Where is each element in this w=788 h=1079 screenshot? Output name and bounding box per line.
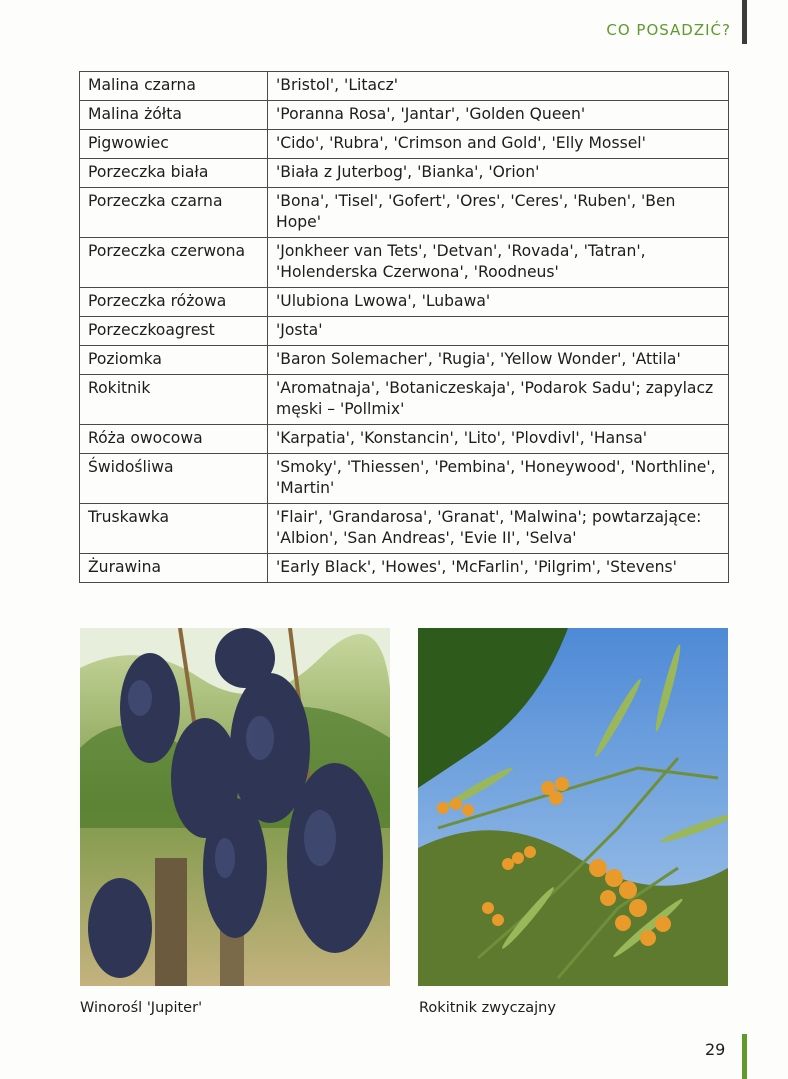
bottom-edge-bar xyxy=(742,1034,747,1079)
table-row xyxy=(80,346,729,375)
top-edge-bar xyxy=(742,0,747,44)
varieties-cell: 'Biała z Juterbog', 'Bianka', 'Orion' xyxy=(268,159,729,188)
plant-name-cell: Truskawka xyxy=(80,504,268,554)
varieties-cell: 'Bona', 'Tisel', 'Gofert', 'Ores', 'Ceres', 'Ruben', 'Ben Hope' xyxy=(268,188,729,238)
table-row xyxy=(80,159,729,188)
plant-name-cell: Malina żółta xyxy=(80,101,268,130)
sea-buckthorn-photo xyxy=(418,628,728,986)
plant-name-cell: Porzeczka czarna xyxy=(80,188,268,238)
plant-name-cell: Rokitnik xyxy=(80,375,268,425)
table-row xyxy=(80,130,729,159)
varieties-cell: 'Early Black', 'Howes', 'McFarlin', 'Pilgrim', 'Stevens' xyxy=(268,554,729,583)
varieties-cell: 'Aromatnaja', 'Botaniczeskaja', 'Podarok Sadu'; zapylacz męski – 'Pollmix' xyxy=(268,375,729,425)
varieties-cell: 'Bristol', 'Litacz' xyxy=(268,72,729,101)
table-row xyxy=(80,454,729,504)
varieties-cell: 'Cido', 'Rubra', 'Crimson and Gold', 'Elly Mossel' xyxy=(268,130,729,159)
plant-name-cell: Porzeczkoagrest xyxy=(80,317,268,346)
table-row xyxy=(80,375,729,425)
table-row xyxy=(80,72,729,101)
plant-name-cell: Żurawina xyxy=(80,554,268,583)
grape-photo xyxy=(80,628,390,986)
table-row xyxy=(80,317,729,346)
grape-photo-caption: Winorośl 'Jupiter' xyxy=(80,1000,203,1016)
table-row xyxy=(80,425,729,454)
table-row xyxy=(80,101,729,130)
varieties-table xyxy=(79,71,729,583)
table-row xyxy=(80,554,729,583)
varieties-cell: 'Baron Solemacher', 'Rugia', 'Yellow Wonder', 'Attila' xyxy=(268,346,729,375)
plant-name-cell: Róża owocowa xyxy=(80,425,268,454)
varieties-cell: 'Josta' xyxy=(268,317,729,346)
sea-buckthorn-photo-caption: Rokitnik zwyczajny xyxy=(419,1000,556,1016)
plant-name-cell: Świdośliwa xyxy=(80,454,268,504)
plant-name-cell: Porzeczka biała xyxy=(80,159,268,188)
varieties-cell: 'Ulubiona Lwowa', 'Lubawa' xyxy=(268,288,729,317)
plant-name-cell: Porzeczka różowa xyxy=(80,288,268,317)
plant-name-cell: Porzeczka czerwona xyxy=(80,238,268,288)
table-row xyxy=(80,288,729,317)
varieties-cell: 'Poranna Rosa', 'Jantar', 'Golden Queen' xyxy=(268,101,729,130)
plant-name-cell: Poziomka xyxy=(80,346,268,375)
table-row xyxy=(80,504,729,554)
varieties-cell: 'Jonkheer van Tets', 'Detvan', 'Rovada', 'Tatran', 'Holenderska Czerwona', 'Roodneus' xyxy=(268,238,729,288)
plant-name-cell: Malina czarna xyxy=(80,72,268,101)
table-row xyxy=(80,238,729,288)
varieties-cell: 'Flair', 'Grandarosa', 'Granat', 'Malwina'; powtarzające: 'Albion', 'San Andreas', 'Evie II', 'Selva' xyxy=(268,504,729,554)
table-row xyxy=(80,188,729,238)
varieties-cell: 'Smoky', 'Thiessen', 'Pembina', 'Honeywood', 'Northline', 'Martin' xyxy=(268,454,729,504)
plant-name-cell: Pigwowiec xyxy=(80,130,268,159)
varieties-cell: 'Karpatia', 'Konstancin', 'Lito', 'Plovdivl', 'Hansa' xyxy=(268,425,729,454)
running-head: CO POSADZIĆ? xyxy=(606,21,731,39)
page-number: 29 xyxy=(705,1040,726,1059)
